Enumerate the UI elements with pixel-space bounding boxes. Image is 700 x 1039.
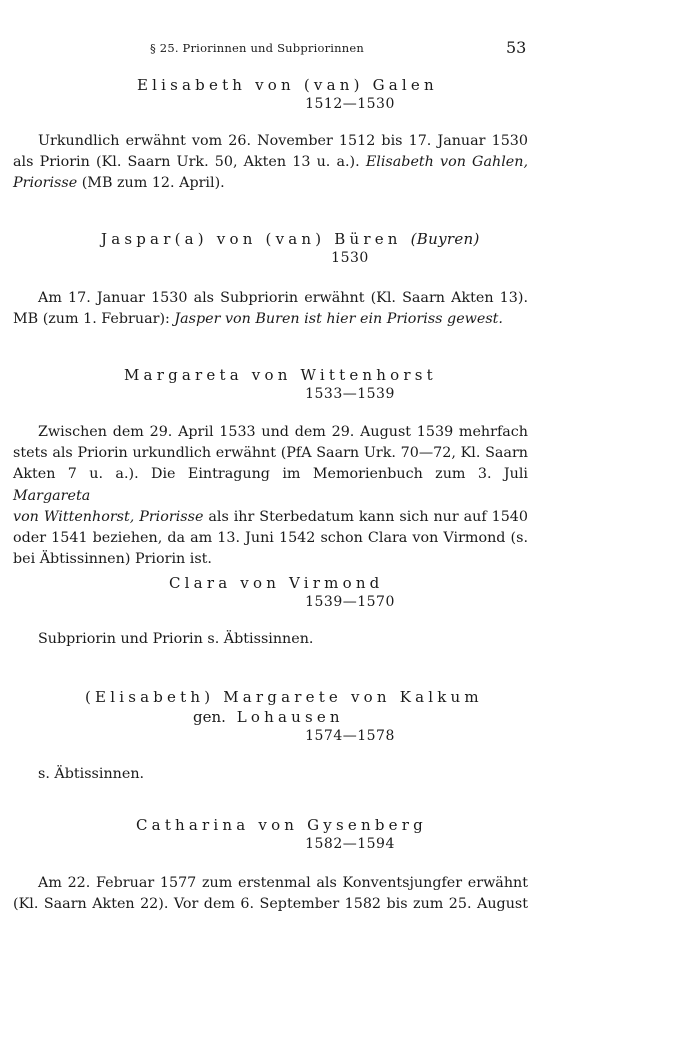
entry-name-line2: gen. Lohausen	[193, 708, 344, 726]
entry-text	[13, 422, 528, 570]
entry-text	[13, 629, 528, 650]
entry-text	[13, 288, 528, 330]
entry-name: (Elisabeth) Margarete von Kalkum	[85, 688, 483, 706]
entry-name: Clara von Virmond	[169, 574, 384, 592]
section-title: § 25. Priorinnen und Subpriorinnen	[150, 41, 364, 55]
text-run: Subpriorin und Priorin s. Äbtissinnen.	[38, 631, 314, 647]
entry-name: Catharina von Gysenberg	[136, 816, 427, 834]
text-run: als ihr Sterbedatum kann sich nur auf 1540	[203, 508, 529, 525]
entry-text	[13, 131, 528, 195]
entry-dates: 1582—1594	[305, 836, 395, 852]
entry-dates: 1530	[331, 250, 369, 266]
entry-name: Jaspar(a) von (van) Büren (Buyren)	[101, 230, 480, 248]
text-run: (MB zum 12. April).	[77, 175, 225, 192]
entry-text	[13, 873, 528, 915]
entry-name: Margareta von Wittenhorst	[124, 366, 437, 384]
quoted-source-text: von Wittenhorst, Priorisse	[13, 508, 204, 525]
text-run: als Priorin (Kl. Saarn Urk. 50, Akten 13 u. a.).	[13, 154, 366, 171]
text-line	[13, 464, 528, 506]
quoted-source-text: Elisabeth von Gahlen,	[365, 154, 528, 171]
text-run: Zwischen dem 29. April 1533 und dem 29. August 1539 mehrfach	[38, 424, 528, 440]
quoted-source-text: Jasper von Buren ist hier ein Prioriss gewest.	[174, 311, 503, 328]
text-run: oder 1541 beziehen, da am 13. Juni 1542 schon Clara von Virmond (s.	[13, 530, 528, 547]
text-line	[13, 131, 528, 152]
text-line	[13, 288, 528, 309]
text-run: Akten 7 u. a.). Die Eintragung im Memorienbuch zum 3. Juli	[13, 466, 528, 483]
text-line	[13, 764, 528, 785]
entry-dates: 1574—1578	[305, 728, 395, 744]
text-line	[13, 309, 528, 330]
text-line	[13, 894, 528, 915]
running-header	[0, 40, 700, 60]
text-run: (Kl. Saarn Akten 22). Vor dem 6. September 1582 bis zum 25. August	[13, 896, 528, 913]
entry-name: Elisabeth von (van) Galen	[137, 76, 438, 94]
text-line	[13, 629, 528, 650]
entry-name-variant: (Buyren)	[410, 230, 480, 248]
entry-text	[13, 764, 528, 785]
entry-dates: 1512—1530	[305, 96, 395, 112]
text-run: Am 17. Januar 1530 als Subpriorin erwähnt (Kl. Saarn Akten 13).	[38, 290, 528, 306]
entry-dates: 1533—1539	[305, 386, 395, 402]
page-number: 53	[506, 38, 527, 57]
quoted-source-text: Margareta	[13, 487, 91, 504]
text-run: stets als Priorin urkundlich erwähnt (PfA Saarn Urk. 70—72, Kl. Saarn	[13, 445, 528, 462]
text-run: MB (zum 1. Februar):	[13, 311, 175, 328]
text-line	[13, 507, 528, 528]
text-run: bei Äbtissinnen) Priorin ist.	[13, 551, 212, 568]
text-line	[13, 152, 528, 173]
text-run: Am 22. Februar 1577 zum erstenmal als Konventsjungfer erwähnt	[38, 875, 528, 891]
text-line	[13, 873, 528, 894]
text-line	[13, 173, 528, 194]
entry-dates: 1539—1570	[305, 594, 395, 610]
text-line	[13, 549, 528, 570]
text-run: s. Äbtissinnen.	[38, 766, 145, 782]
text-line	[13, 443, 528, 464]
text-line	[13, 422, 528, 443]
quoted-source-text: Priorisse	[13, 175, 78, 192]
text-line	[13, 528, 528, 549]
text-run: Urkundlich erwähnt vom 26. November 1512 bis 17. Januar 1530	[38, 133, 528, 149]
